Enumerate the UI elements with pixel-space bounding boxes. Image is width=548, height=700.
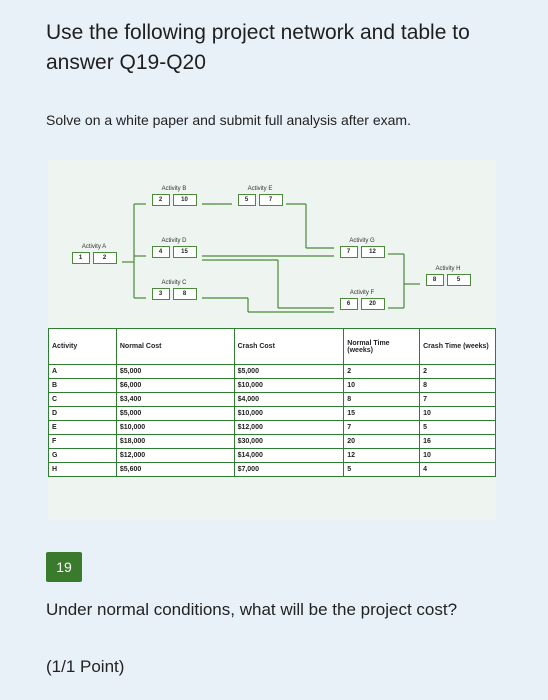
table-body [49,365,496,477]
activity-number-box: 5 [238,194,256,206]
activity-number-box: 3 [152,288,170,300]
table-cell: E [49,421,117,435]
table-cell: 10 [344,379,420,393]
question-points: (1/1 Point) [46,657,125,676]
table-cell: 20 [344,435,420,449]
table-cell: $12,000 [116,449,234,463]
table-cell: $6,000 [116,379,234,393]
table-row [49,421,496,435]
activity-table [48,328,496,477]
table-cell: $14,000 [234,449,344,463]
table-cell: 12 [344,449,420,463]
table-cell: B [49,379,117,393]
table-cell: 10 [420,407,496,421]
section-heading: Use the following project network and table to answer Q19-Q20 [46,21,470,74]
table-row [49,407,496,421]
table-header-row [49,329,496,365]
network-node-e [232,184,288,214]
table-row [49,449,496,463]
network-node-label: Activity C [161,280,187,286]
network-node-g [334,236,390,266]
table-cell: 15 [344,407,420,421]
activity-number-box: 6 [340,298,358,310]
table-row [49,463,496,477]
network-node-boxes [146,288,202,300]
network-node-label: Activity E [247,186,273,192]
table-cell: $5,000 [116,407,234,421]
table-cell: 2 [420,365,496,379]
network-node-label: Activity F [349,290,375,296]
table-cell: C [49,393,117,407]
network-node-label: Activity H [435,266,461,272]
network-node-label: Activity G [349,238,375,244]
activity-duration-box: 5 [447,274,471,286]
activity-duration-box: 20 [361,298,385,310]
table-cell: $4,000 [234,393,344,407]
table-cell: F [49,435,117,449]
network-node-b [146,184,202,214]
network-node-a [66,242,122,272]
activity-duration-box: 10 [173,194,197,206]
header-normal-cost: Normal Cost [116,329,234,365]
activity-number-box: 1 [72,252,90,264]
table-cell: 8 [344,393,420,407]
network-node-boxes [334,298,390,310]
header-crash-time: Crash Time (weeks) [420,329,496,365]
table-cell: $7,000 [234,463,344,477]
network-node-boxes [232,194,288,206]
table-cell: $5,600 [116,463,234,477]
table-cell: H [49,463,117,477]
table-row [49,365,496,379]
table-cell: 7 [420,393,496,407]
table-cell: 7 [344,421,420,435]
table-cell: $5,000 [116,365,234,379]
network-node-label: Activity A [81,244,107,250]
table-cell: $10,000 [234,407,344,421]
network-node-boxes [146,246,202,258]
activity-duration-box: 12 [361,246,385,258]
network-node-boxes [420,274,476,286]
network-node-f [334,288,390,318]
table-cell: A [49,365,117,379]
activity-number-box: 7 [340,246,358,258]
table-cell: $5,000 [234,365,344,379]
activity-duration-box: 7 [259,194,283,206]
activity-number-box: 4 [152,246,170,258]
project-figure [48,160,496,522]
table-cell: $10,000 [116,421,234,435]
network-node-boxes [146,194,202,206]
network-node-d [146,236,202,266]
header-normal-time: Normal Time (weeks) [344,329,420,365]
table-cell: 8 [420,379,496,393]
table-row [49,379,496,393]
table-cell: 10 [420,449,496,463]
table-cell: 5 [344,463,420,477]
activity-duration-box: 2 [93,252,117,264]
activity-number-box: 8 [426,274,444,286]
table-cell: $18,000 [116,435,234,449]
table-row [49,393,496,407]
network-node-label: Activity B [161,186,187,192]
table-row [49,435,496,449]
question-number-badge: 19 [46,552,82,582]
table-cell: G [49,449,117,463]
network-node-boxes [66,252,122,264]
table-cell: $30,000 [234,435,344,449]
network-node-h [420,264,476,294]
activity-duration-box: 8 [173,288,197,300]
network-node-boxes [334,246,390,258]
table-cell: 4 [420,463,496,477]
table-cell: $3,400 [116,393,234,407]
network-node-c [146,278,202,308]
activity-number-box: 2 [152,194,170,206]
table-cell: D [49,407,117,421]
network-node-label: Activity D [161,238,187,244]
table-cell: 2 [344,365,420,379]
table-cell: $10,000 [234,379,344,393]
header-activity: Activity [49,329,117,365]
question-text: Under normal conditions, what will be the project cost? [46,600,458,619]
header-crash-cost: Crash Cost [234,329,344,365]
table-cell: 16 [420,435,496,449]
table-cell: $12,000 [234,421,344,435]
instruction-text: Solve on a white paper and submit full analysis after exam. [46,112,411,128]
table-cell: 5 [420,421,496,435]
activity-duration-box: 15 [173,246,197,258]
